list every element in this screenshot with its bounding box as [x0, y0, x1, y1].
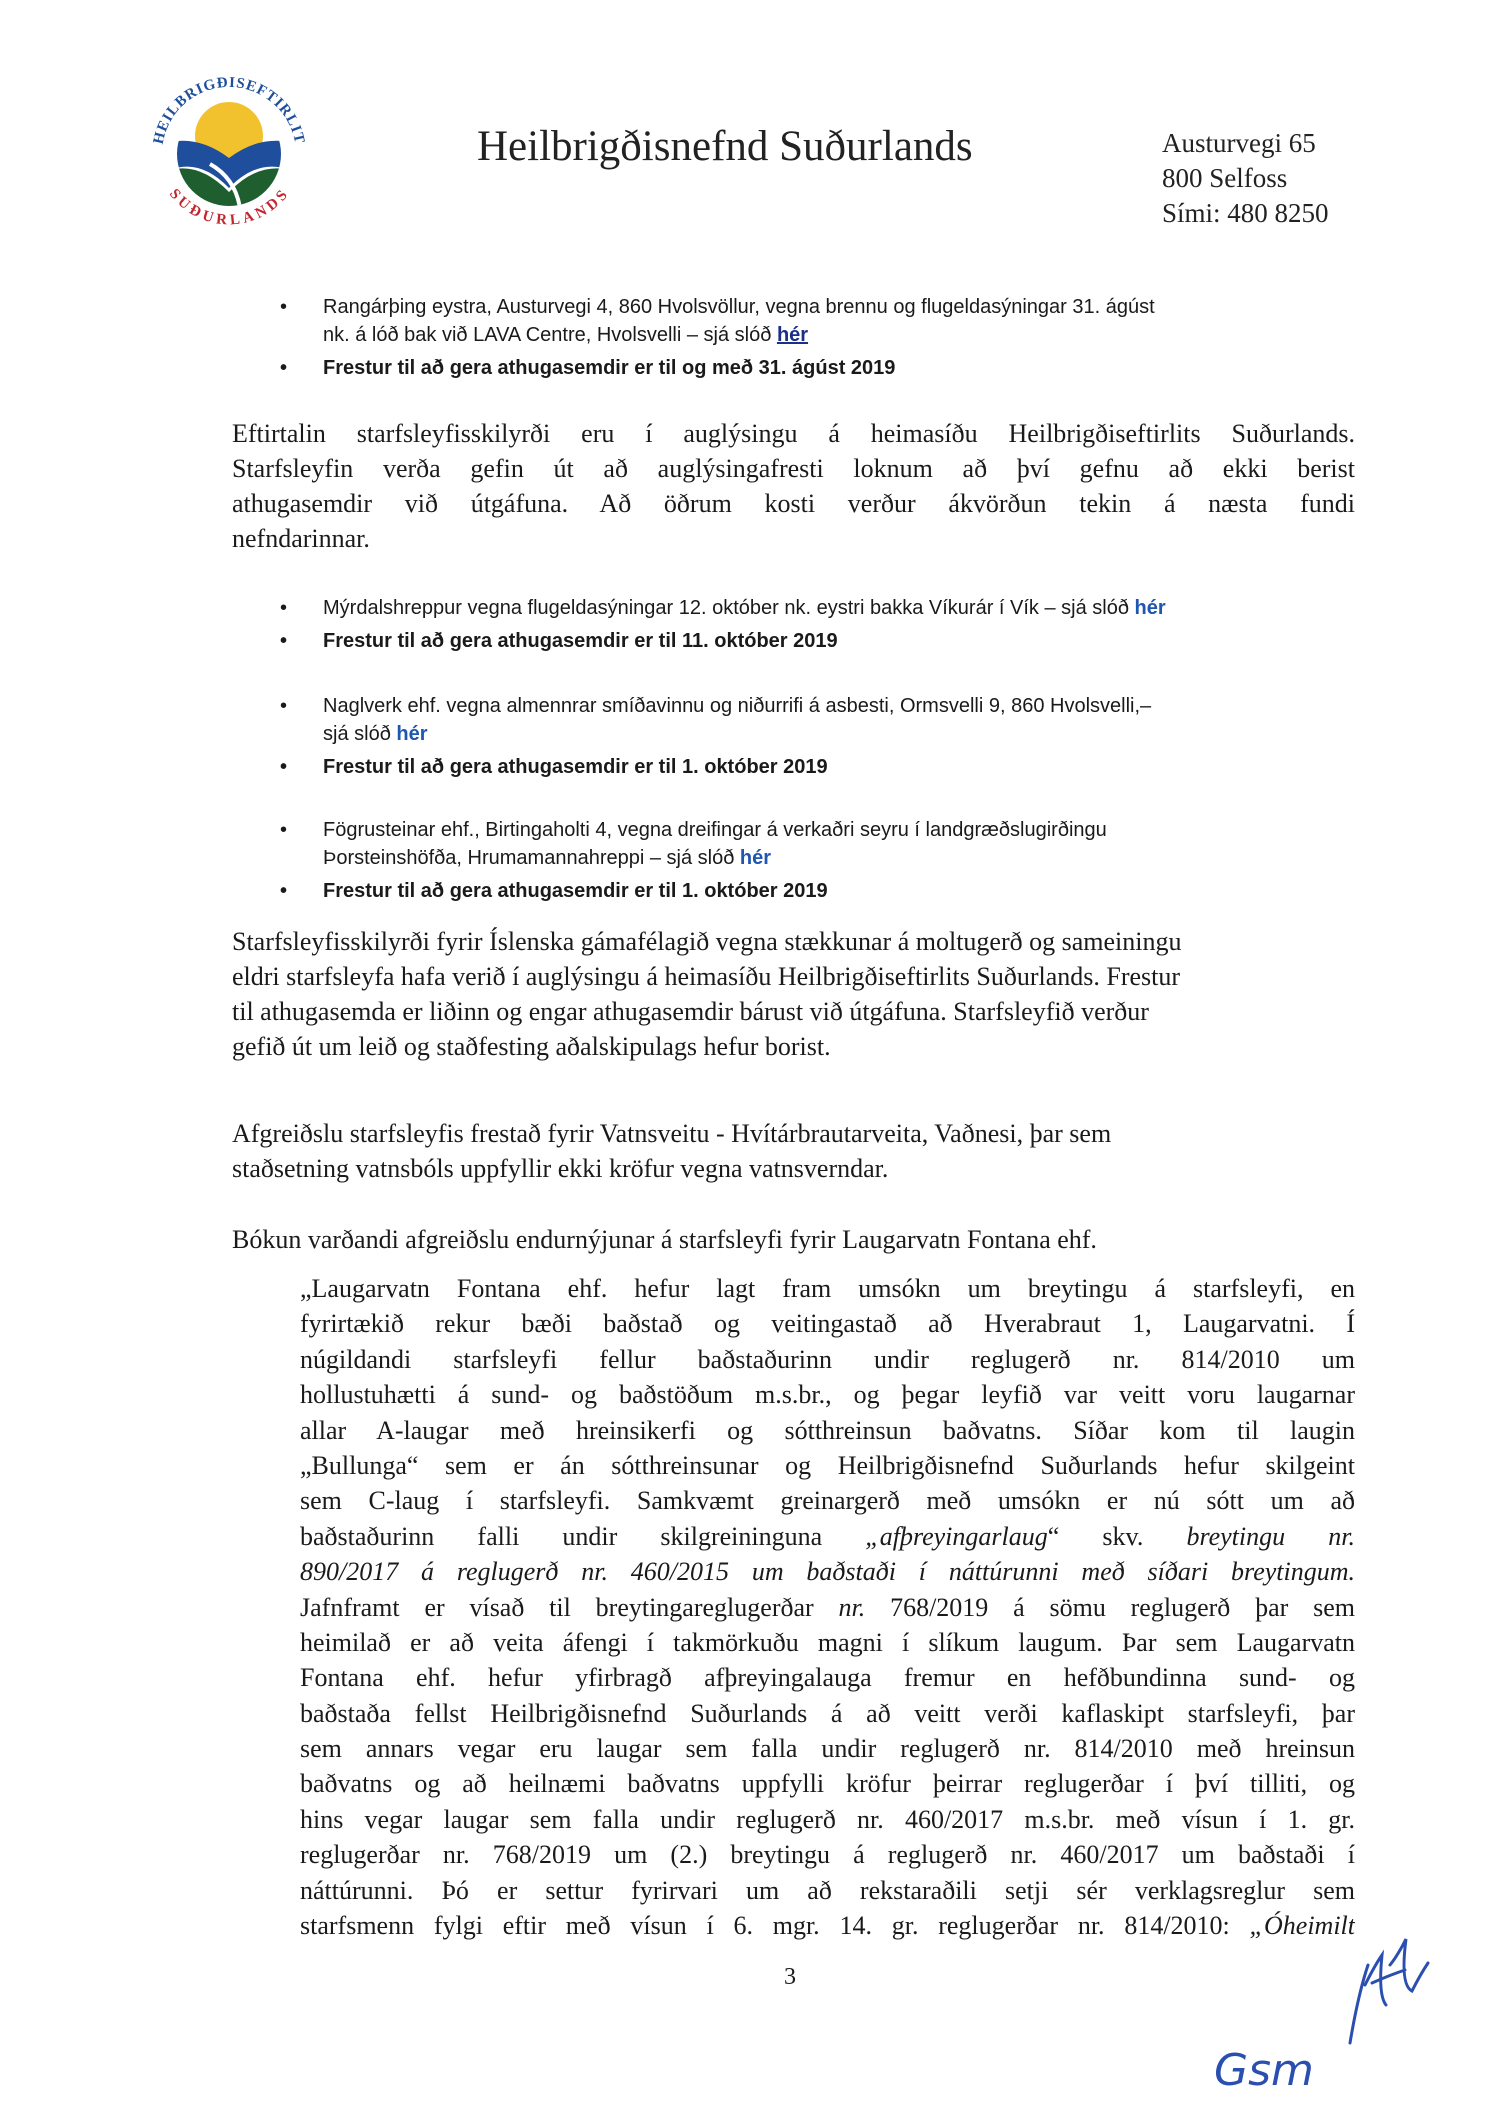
text-line: [300, 1802, 1355, 1837]
bullet-item: • Mýrdalshreppur vegna flugeldasýningar 12. október nk. eystri bakka Víkurár í Vík – sjá slóð hér: [280, 594, 1360, 622]
svg-text:HEILBRIGÐISEFTIRLIT: HEILBRIGÐISEFTIRLIT: [150, 74, 308, 146]
bullet-icon: •: [280, 597, 288, 619]
italic-text: 890/2017 á reglugerð nr. 460/2015 um baðstaði í náttúrunni með síðari breytingum.: [300, 1557, 1355, 1587]
text-segment: reglugerðar nr. 768/2019 um (2.) breytingu á reglugerð nr. 460/2017 um baðstaði í: [300, 1840, 1355, 1870]
text-line: Eftirtalin starfsleyfisskilyrði eru í auglýsingu á heimasíðu Heilbrigðiseftirlits Suðurlands.: [232, 419, 1355, 448]
bullet-group-rangarthing: • Rangárþing eystra, Austurvegi 4, 860 Hvolsvöllur, vegna brennu og flugeldasýningar 31. ágúst nk. á lóð bak við LAVA Centre, Hvolsvelli – sjá slóð hér • Frestur til að gera athugasemdir er til og með 31. ágúst 2019: [280, 293, 1360, 382]
text-line: athugasemdir við útgáfuna. Að öðrum kosti verður ákvörðun tekin á næsta fundi: [232, 489, 1355, 518]
signature-initials: Gsm: [1214, 2045, 1314, 2096]
text-line: [300, 1837, 1355, 1872]
text-line: [300, 1519, 1355, 1554]
link-her[interactable]: hér: [776, 324, 809, 346]
text-segment: 768/2019 á sömu reglugerð þar sem: [865, 1592, 1355, 1622]
text-segment: náttúrunni. Þó er settur fyrirvari um að rekstaraðili setji sér verklagsreglur sem: [300, 1875, 1355, 1905]
text-line: Starfsleyfin verða gefin út að auglýsingafresti loknum að því gefnu að ekki berist: [232, 454, 1355, 483]
handwritten-signature: [1200, 1925, 1440, 2100]
text-line: [300, 1766, 1355, 1801]
italic-text: „Óheimilt: [1249, 1911, 1355, 1941]
text-line: [300, 1306, 1355, 1341]
bullet-icon: •: [280, 819, 288, 841]
quoted-resolution: [300, 1271, 1355, 1943]
bullet-icon: •: [280, 296, 288, 318]
italic-text: breytingu nr.: [1186, 1521, 1355, 1551]
text-line: eldri starfsleyfa hafa verið í auglýsingu á heimasíðu Heilbrigðiseftirlits Suðurlands. Frestur: [232, 962, 1181, 991]
text-line: [300, 1908, 1355, 1943]
paragraph-bokun: [232, 1222, 1355, 1257]
text-segment: hins vegar laugar sem falla undir reglugerð nr. 460/2017 m.s.br. með vísun í 1. gr.: [300, 1804, 1355, 1834]
text-line: Afgreiðslu starfsleyfis frestað fyrir Vatnsveitu - Hvítárbrautarveita, Vaðnesi, þar sem: [232, 1119, 1112, 1148]
link-her[interactable]: hér: [739, 847, 772, 869]
bullet-icon: •: [280, 630, 288, 652]
text-segment: heimilað er að veita áfengi í takmörkuðu magni í slíkum laugum. Þar sem Laugarvatn: [300, 1627, 1355, 1657]
text-segment: Jafnframt er vísað til breytingareglugerðar: [300, 1592, 839, 1622]
text-line: [300, 1483, 1355, 1518]
link-her[interactable]: hér: [396, 723, 428, 745]
text-segment: sem C-laug í starfsleyfi. Samkvæmt greinargerð með umsókn er nú sótt um að: [300, 1486, 1355, 1516]
italic-text: nr.: [838, 1592, 866, 1622]
text-segment: baðstaðurinn falli undir skilgreininguna: [300, 1521, 866, 1551]
text-line: Bókun varðandi afgreiðslu endurnýjunar á starfsleyfi fyrir Laugarvatn Fontana ehf.: [232, 1225, 1097, 1254]
text-segment: núgildandi starfsleyfi fellur baðstaðurinn undir reglugerð nr. 814/2010 um: [300, 1344, 1355, 1374]
bullet-item: • Naglverk ehf. vegna almennrar smíðavinnu og niðurrifi á asbesti, Ormsvelli 9, 860 Hvolsvelli,–: [280, 692, 1360, 720]
text-line: [300, 1413, 1355, 1448]
text-line: [300, 1271, 1355, 1306]
paragraph-permits-advertised: [232, 416, 1355, 556]
text-line: gefið út um leið og staðfesting aðalskipulags hefur borist.: [232, 1032, 831, 1061]
text-line: [300, 1660, 1355, 1695]
organization-title: Heilbrigðisnefnd Suðurlands: [477, 123, 973, 170]
text-line: til athugasemda er liðinn og engar athugasemdir bárust við útgáfuna. Starfsleyfið verður: [232, 997, 1149, 1026]
text-line: [300, 1342, 1355, 1377]
text-segment: „Laugarvatn Fontana ehf. hefur lagt fram umsókn um breytingu á starfsleyfi, en: [300, 1274, 1355, 1303]
bullet-icon: •: [280, 756, 288, 778]
text-line: staðsetning vatnsbóls uppfyllir ekki kröfur vegna vatnsverndar.: [232, 1154, 889, 1183]
bullet-icon: •: [280, 357, 288, 379]
text-line: [300, 1873, 1355, 1908]
paragraph-vatnsveita: [232, 1116, 1355, 1186]
text-segment: baðvatns og að heilnæmi baðvatns uppfylli kröfur þeirrar reglugerðar í því tilliti, og: [300, 1769, 1355, 1799]
bullet-group-myrdalshreppur: [280, 594, 1360, 655]
text-segment: “ skv.: [1047, 1521, 1187, 1551]
deadline-item: • Frestur til að gera athugasemdir er til 1. október 2019: [280, 877, 1360, 905]
text-segment: sem annars vegar eru laugar sem falla undir reglugerð nr. 814/2010 með hreinsun: [300, 1734, 1355, 1764]
text-segment: fyrirtækið rekur bæði baðstað og veitingastað að Hverabraut 1, Laugarvatni. Í: [300, 1309, 1355, 1339]
text-line: [300, 1625, 1355, 1660]
link-her[interactable]: hér: [1134, 597, 1166, 619]
text-line: [300, 1731, 1355, 1766]
postal-city: 800 Selfoss: [1162, 163, 1288, 193]
text-segment: baðstaða fellst Heilbrigðisnefnd Suðurlands á að veitt verði kaflaskipt starfsleyfi, þar: [300, 1698, 1355, 1728]
text-line: [300, 1554, 1355, 1589]
heilbrigdiseftirlit-logo: [140, 58, 318, 230]
text-line: nefndarinnar.: [232, 524, 370, 553]
bullet-icon: •: [280, 695, 288, 717]
bullet-item: • Fögrusteinar ehf., Birtingaholti 4, vegna dreifingar á verkaðri seyru í landgræðslugirðingu: [280, 816, 1360, 844]
bullet-group-fogrusteinar: • Fögrusteinar ehf., Birtingaholti 4, vegna dreifingar á verkaðri seyru í landgræðslugirðingu Þorsteinshöfða, Hrumamannahreppi – sjá slóð hér • Frestur til að gera athugasemdir er til 1. október 2019: [280, 816, 1360, 905]
text-line: [300, 1590, 1355, 1625]
street-address: Austurvegi 65: [1162, 128, 1316, 158]
text-segment: hollustuhætti á sund- og baðstöðum m.s.br., og þegar leyfið var veitt voru laugarnar: [300, 1380, 1355, 1410]
address-block: [1162, 126, 1329, 231]
text-segment: allar A-laugar með hreinsikerfi og sótthreinsun baðvatns. Síðar kom til laugin: [300, 1415, 1355, 1445]
phone-number: Sími: 480 8250: [1162, 198, 1329, 228]
svg-text:SUÐURLANDS: SUÐURLANDS: [165, 186, 293, 229]
paragraph-gamafelagid: [232, 924, 1355, 1064]
bullet-group-naglverk: • Naglverk ehf. vegna almennrar smíðavinnu og niðurrifi á asbesti, Ormsvelli 9, 860 Hvolsvelli,– sjá slóð hér • Frestur til að gera athugasemdir er til 1. október 2019: [280, 692, 1360, 781]
text-segment: starfsmenn fylgi eftir með vísun í 6. mgr. 14. gr. reglugerðar nr. 814/2010:: [300, 1911, 1250, 1941]
deadline-item: • Frestur til að gera athugasemdir er til 1. október 2019: [280, 753, 1360, 781]
text-line: [300, 1696, 1355, 1731]
page-number: 3: [784, 1964, 796, 1990]
deadline-item: • Frestur til að gera athugasemdir er til og með 31. ágúst 2019: [280, 354, 1360, 382]
text-line: Starfsleyfisskilyrði fyrir Íslenska gámafélagið vegna stækkunar á moltugerð og sameiningu: [232, 927, 1182, 956]
bullet-item: • Rangárþing eystra, Austurvegi 4, 860 Hvolsvöllur, vegna brennu og flugeldasýningar 31. ágúst: [280, 293, 1360, 321]
italic-text: „afþreyingarlaug: [865, 1521, 1048, 1551]
bullet-icon: •: [280, 880, 288, 902]
deadline-item: • Frestur til að gera athugasemdir er til 11. október 2019: [280, 627, 1360, 655]
text-line: [300, 1448, 1355, 1483]
text-line: [300, 1377, 1355, 1412]
text-segment: „Bullunga“ sem er án sótthreinsunar og Heilbrigðisnefnd Suðurlands hefur skilgeint: [300, 1450, 1355, 1480]
text-segment: Fontana ehf. hefur yfirbragð afþreyingalauga fremur en hefðbundinna sund- og: [300, 1663, 1355, 1693]
